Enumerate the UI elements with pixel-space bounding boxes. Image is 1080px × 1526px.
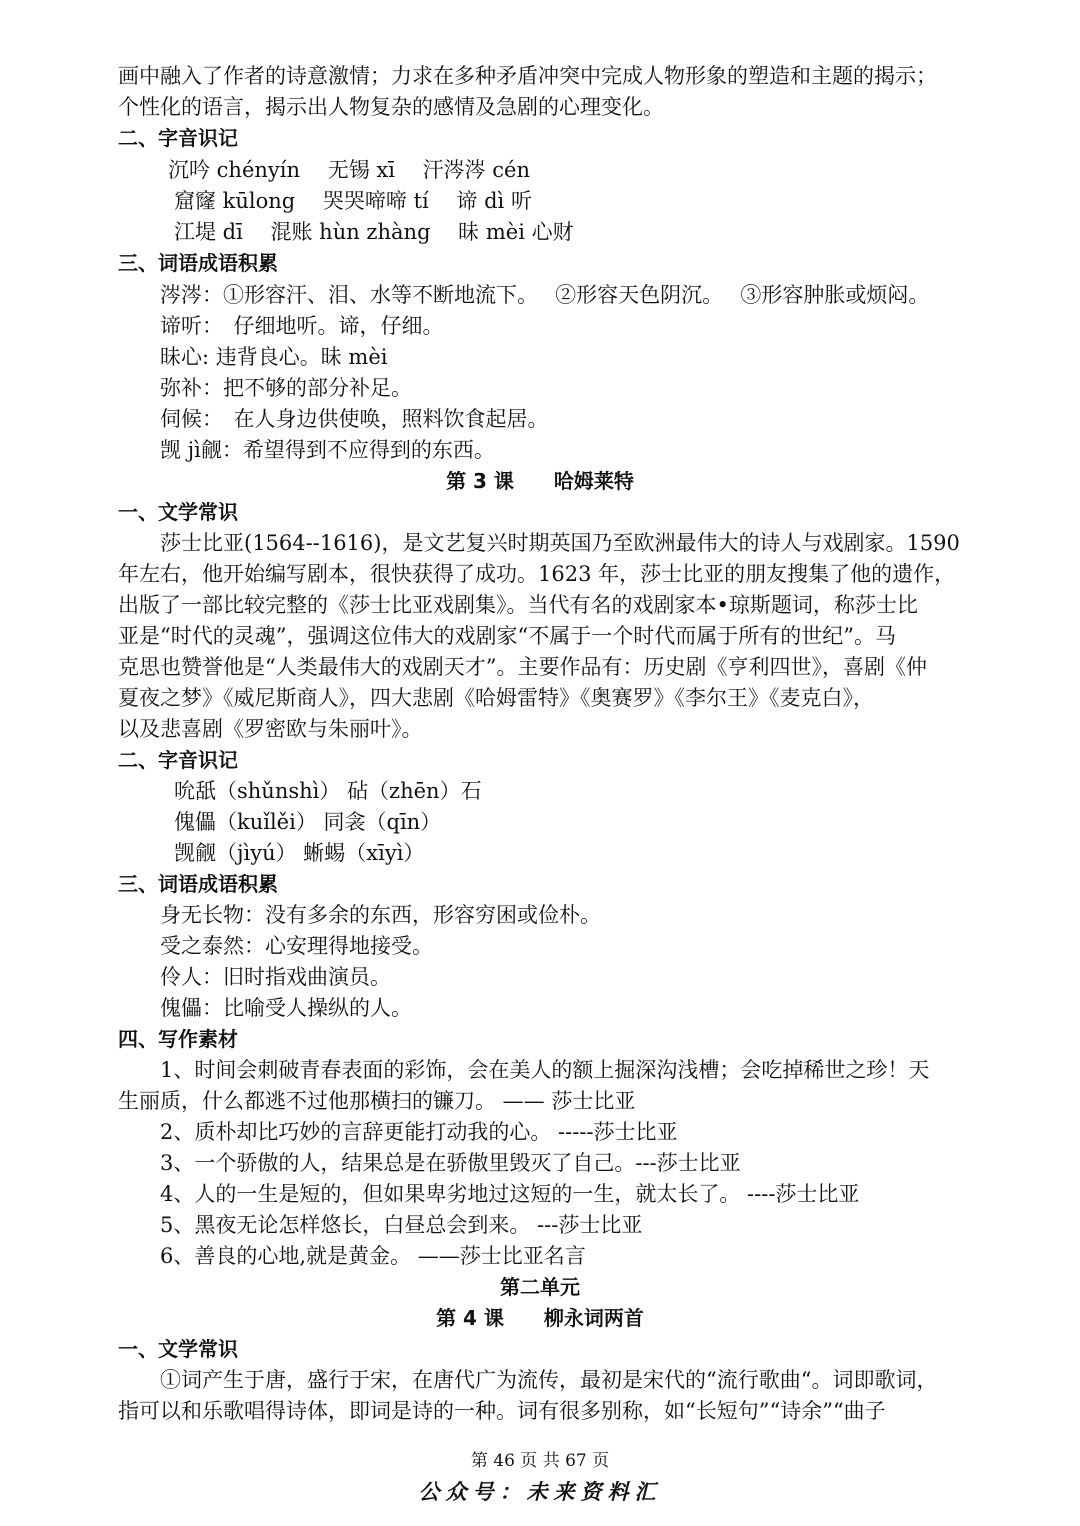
vocab-line: 伶人：旧时指戏曲演员。 <box>160 965 391 989</box>
quote-line: 2、质朴却比巧妙的言辞更能打动我的心。 -----莎士比亚 <box>160 1120 678 1144</box>
lesson-title: 第 3 课 哈姆莱特 <box>446 469 634 493</box>
pronunciation-line: 窟窿 kūlong 哭哭啼啼 tí 谛 dì 听 <box>174 189 532 213</box>
vocab-line: 身无长物：没有多余的东西，形容穷困或俭朴。 <box>160 903 601 927</box>
quote-line: 1、时间会刺破青春表面的彩饰，会在美人的额上掘深沟浅槽；会吃掉稀世之珍！天 <box>160 1058 930 1082</box>
vocab-line: 觊 jì觎：希望得到不应得到的东西。 <box>160 438 495 462</box>
vocab-line: 受之泰然：心安理得地接受。 <box>160 934 433 958</box>
paragraph-line: 出版了一部比较完整的《莎士比亚戏剧集》。当代有名的戏剧家本•琼斯题词，称莎士比 <box>118 593 918 617</box>
paragraph-line: 指可以和乐歌唱得诗体，即词是诗的一种。词有很多别称，如“长短句”“诗余”“曲子 <box>118 1399 886 1423</box>
paragraph-line: 以及悲喜剧《罗密欧与朱丽叶》。 <box>118 717 423 741</box>
vocab-line: 弥补：把不够的部分补足。 <box>160 376 412 400</box>
section-heading: 一、文学常识 <box>118 1337 238 1361</box>
paragraph-line: 莎士比亚(1564--1616)，是文艺复兴时期英国乃至欧洲最伟大的诗人与戏剧家。1590 <box>160 531 960 555</box>
section-heading: 三、词语成语积累 <box>118 872 278 896</box>
brand-watermark: 公众号：未来资料汇 <box>418 1479 662 1504</box>
vocab-line: 昧心: 违背良心。昧 mèi <box>160 345 388 369</box>
paragraph-line: 画中融入了作者的诗意激情；力求在多种矛盾冲突中完成人物形象的塑造和主题的揭示； <box>118 64 937 88</box>
vocab-line: 谛听： 仔细地听。谛，仔细。 <box>160 314 444 338</box>
paragraph-line: 个性化的语言，揭示出人物复杂的感情及急剧的心理变化。 <box>118 95 664 119</box>
section-heading: 二、字音识记 <box>118 748 238 772</box>
vocab-line: 伺候： 在人身边供使唤，照料饮食起居。 <box>160 407 549 431</box>
section-heading: 四、写作素材 <box>118 1027 238 1051</box>
vocab-line: 涔涔：①形容汗、泪、水等不断地流下。 ②形容天色阴沉。 ③形容肿胀或烦闷。 <box>160 283 930 307</box>
page-number: 第 46 页 共 67 页 <box>470 1451 610 1471</box>
paragraph-line: 年左右，他开始编写剧本，很快获得了成功。1623 年，莎士比亚的朋友搜集了他的遗作， <box>118 562 956 586</box>
section-heading: 二、字音识记 <box>118 126 238 150</box>
unit-title: 第二单元 <box>500 1275 580 1299</box>
section-heading: 一、文学常识 <box>118 500 238 524</box>
paragraph-line: 亚是“时代的灵魂”，强调这位伟大的戏剧家“不属于一个时代而属于所有的世纪”。马 <box>118 624 896 648</box>
paragraph-line: 夏夜之梦》《威尼斯商人》，四大悲剧《哈姆雷特》《奥赛罗》《李尔王》《麦克白》， <box>118 686 874 710</box>
lesson-title: 第 4 课 柳永词两首 <box>436 1306 644 1330</box>
pronunciation-line: 傀儡（kuǐlěi） 同衾（qīn） <box>174 810 442 834</box>
quote-line: 6、善良的心地,就是黄金。 ——莎士比亚名言 <box>160 1244 586 1268</box>
pronunciation-line: 吮舐（shǔnshì） 砧（zhēn）石 <box>174 779 482 803</box>
quote-line: 生丽质，什么都逃不过他那横扫的镰刀。 —— 莎士比亚 <box>118 1089 636 1113</box>
vocab-line: 傀儡：比喻受人操纵的人。 <box>160 996 412 1020</box>
pronunciation-line: 沉吟 chényín 无锡 xī 汗涔涔 cén <box>168 158 530 182</box>
pronunciation-line: 觊觎（jìyú） 蜥蜴（xīyì） <box>174 841 425 865</box>
paragraph-line: ①词产生于唐，盛行于宋，在唐代广为流传，最初是宋代的“流行歌曲“。词即歌词， <box>160 1368 938 1392</box>
paragraph-line: 克思也赞誉他是“人类最伟大的戏剧天才”。主要作品有：历史剧《亨利四世》，喜剧《仲 <box>118 655 927 679</box>
quote-line: 5、黑夜无论怎样悠长，白昼总会到来。 ---莎士比亚 <box>160 1213 643 1237</box>
pronunciation-line: 江堤 dī 混账 hùn zhàng 昧 mèi 心财 <box>174 220 574 244</box>
section-heading: 三、词语成语积累 <box>118 251 278 275</box>
quote-line: 4、人的一生是短的，但如果卑劣地过这短的一生，就太长了。 ----莎士比亚 <box>160 1182 860 1206</box>
quote-line: 3、一个骄傲的人，结果总是在骄傲里毁灭了自己。---莎士比亚 <box>160 1151 741 1175</box>
